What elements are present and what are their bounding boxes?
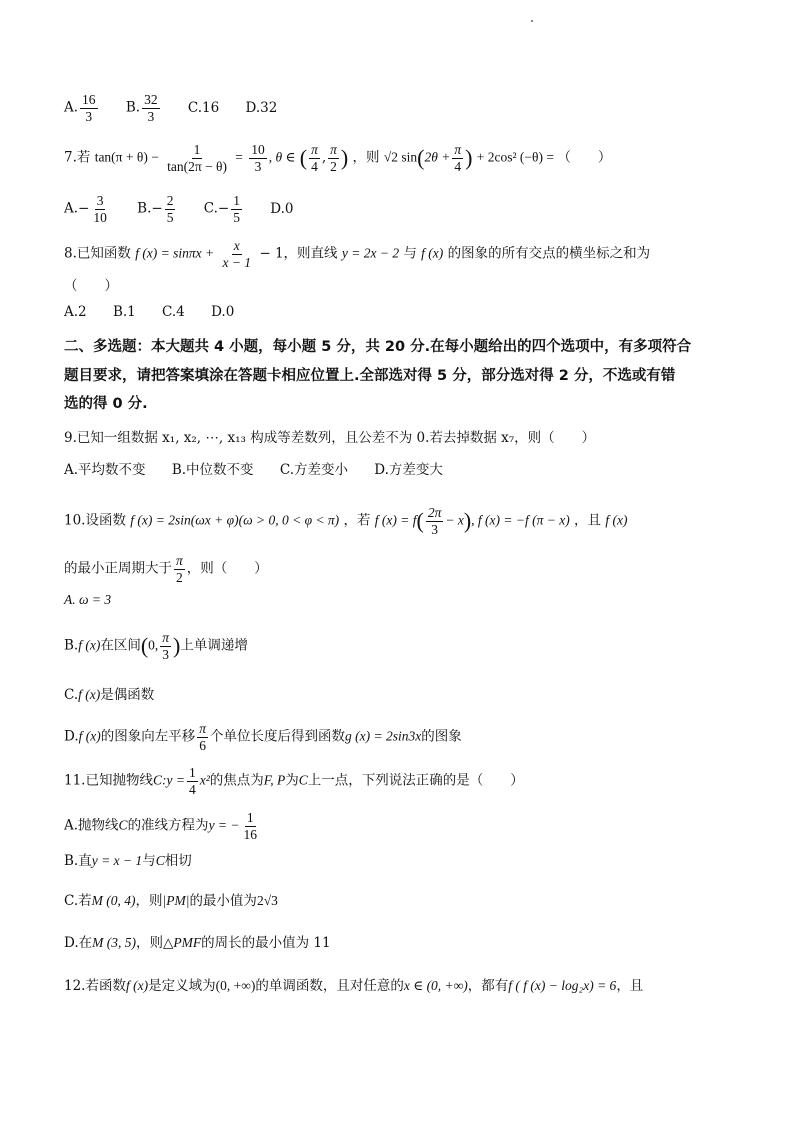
q7-option-b: B.− $\frac{2}{5}$ <box>137 193 174 225</box>
q6-option-c: C.16 <box>187 99 220 116</box>
q7-option-a: A.− $\frac{3}{10}$ <box>64 193 107 225</box>
q7-options <box>64 193 734 225</box>
q11-option-a: A.抛物线C的准线方程为y = − $\frac{1}{16}$ <box>64 810 258 842</box>
question-8: 8.已知函数 f (x) = sinπx + $\frac{x}{x - 1}$ − 1，则直线 y = 2x − 2 与 f (x) 的图象的所有交点的横坐标之和为 <box>64 238 651 270</box>
q7-option-c: C.− $\frac{1}{5}$ <box>203 193 240 225</box>
q9-option-d: D.方差变大 <box>374 462 443 478</box>
q8-option-d: D.0 <box>211 304 235 320</box>
question-9: 9.已知一组数据 x₁, x₂, ⋯, x₁₃ 构成等差数列，且公差不为 0.若去掉数据 x₇，则（ ） <box>64 430 596 446</box>
q8-answer-paren: （ ） <box>64 278 118 294</box>
q9-option-b: B.中位数不变 <box>171 462 254 478</box>
question-12: 12.若函数f (x)是定义域为(0, +∞)的单调函数，且对任意的x ∈ (0, +∞)，都有f ( f (x) − log₂x) = 6，且 <box>64 978 644 994</box>
question-7: 7.若 tan(π + θ) − $\frac{1}{\tan(2\pi - \theta)}$ = $\frac{10}{3}$ , θ ∈ ( $\frac{\pi}{4}$ , $\frac{\pi}{2}$ ) ，则 √2 sin(2θ + $\frac{\pi}{4}$ ) + 2cos² (−θ) = （ ） <box>64 142 612 174</box>
q6-option-d: D.32 <box>245 99 278 116</box>
q11-option-c: C.若M (0, 4)，则|PM|的最小值为2√3 <box>64 893 278 909</box>
section2-line3: 选的得 0 分. <box>64 396 148 412</box>
q10-option-d: D.f (x)的图象向左平移 $\frac{\pi}{6}$ 个单位长度后得到函数g (x) = 2sin3x的图象 <box>64 721 462 753</box>
q8-option-a: A.2 <box>64 304 87 320</box>
q7-option-d: D.0 <box>270 200 294 217</box>
section2-line1: 二、多选题：本大题共 4 小题，每小题 5 分，共 20 分.在每小题给出的四个选项中，有多项符合 <box>64 339 692 355</box>
q9-options <box>64 462 734 478</box>
q11-option-d: D.在M (3, 5)，则△PMF的周长的最小值为 11 <box>64 935 331 951</box>
q6-option-a: A. $\frac{16}{3}$ <box>64 92 96 124</box>
q8-option-c: C.4 <box>162 304 185 320</box>
q9-option-c: C.方差变小 <box>279 462 348 478</box>
q8-option-b: B.1 <box>112 304 136 320</box>
question-10: 10.设函数 f (x) = 2sin(ωx + φ)(ω > 0, 0 < φ < π) ，若 f (x) = f( $\frac{2\pi}{3}$ − x), f (x) = −f (π − x) ，且 f (x) <box>64 505 628 537</box>
q10-line2: 的最小正周期大于 $\frac{\pi}{2}$ ，则（ ） <box>64 553 268 585</box>
q10-option-c: C.f (x)是偶函数 <box>64 687 155 703</box>
q10-option-a: A. ω = 3 <box>64 592 112 607</box>
q8-options <box>64 304 734 320</box>
scan-dot <box>531 20 533 22</box>
q9-option-a: A.平均数不变 <box>64 462 146 478</box>
q6-option-b: B. $\frac{32}{3}$ <box>125 92 158 124</box>
q11-option-b: B.直y = x − 1与C相切 <box>64 853 192 869</box>
q6-options <box>64 92 734 124</box>
section2-line2: 题目要求，请把答案填涂在答题卡相应位置上.全部选对得 5 分，部分选对得 2 分，不选或有错 <box>64 368 676 384</box>
question-11: 11.已知抛物线C:y = $\frac{1}{4}$ x²的焦点为F, P为C上一点，下列说法正确的是（ ） <box>64 765 524 797</box>
q10-option-b: B.f (x)在区间(0, $\frac{\pi}{3}$ )上单调递增 <box>64 630 248 662</box>
